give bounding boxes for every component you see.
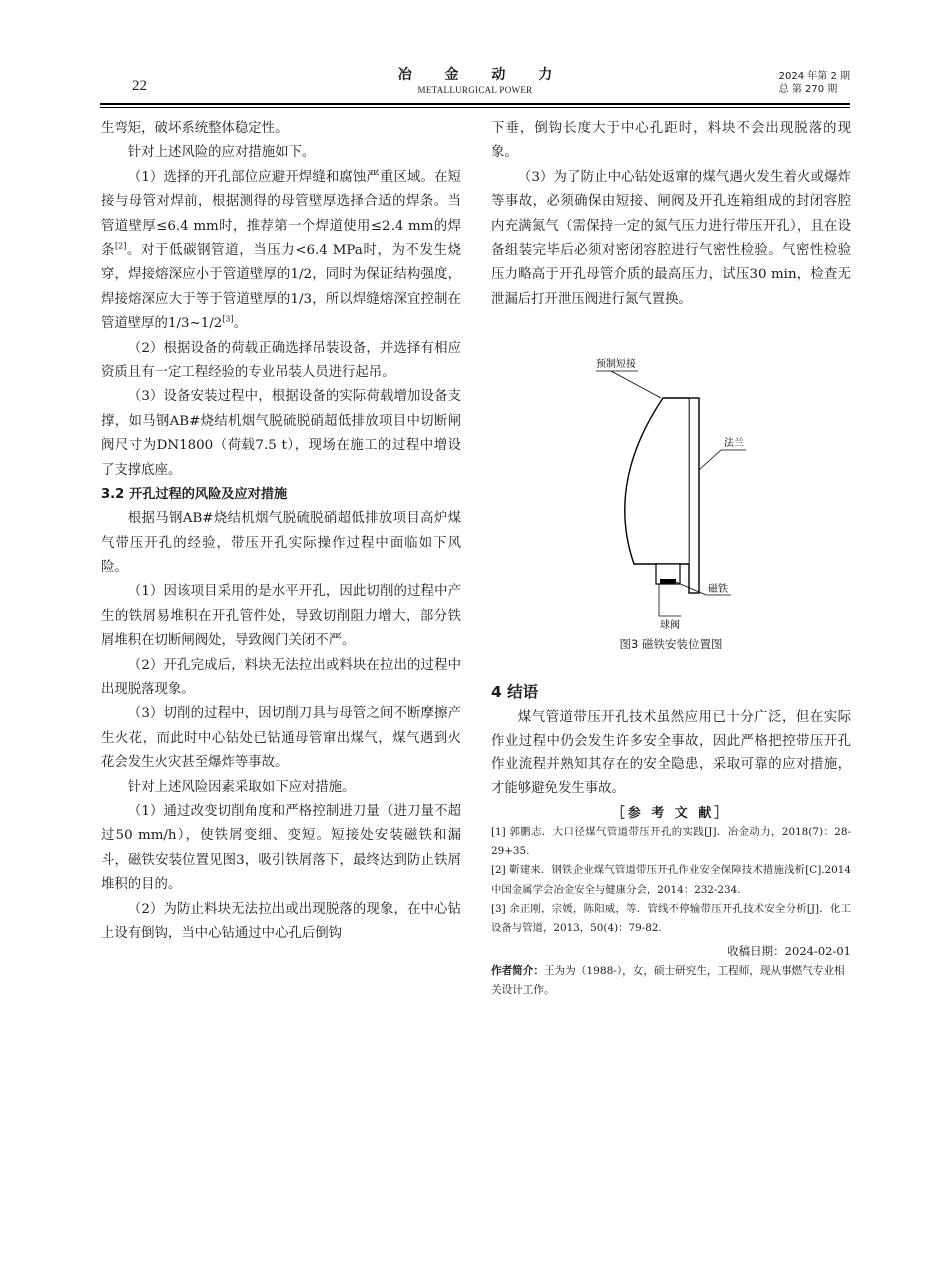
reference-item: [3] 余正刚，宗媛，陈阳威，等．管线不停输带压开孔技术安全分析[J]．化工设备与管道，2013，50(4)：79-82.	[491, 902, 851, 935]
label-magnet: 磁铁	[708, 584, 728, 595]
section-4	[491, 680, 851, 702]
header-rule-thin	[100, 107, 850, 108]
issue-total: 总 第 270 期	[778, 84, 838, 95]
paragraph: 煤气管道带压开孔技术虽然应用已十分广泛，但在实际作业过程中仍会发生许多安全事故，因此严格把控带压开孔作业流程并熟知其存在的安全隐患，采取可靠的应对措施，才能够避免发生事故。	[491, 710, 851, 796]
paragraph: （2）开孔完成后，料块无法拉出或料块在拉出的过程中出现脱落现象。	[101, 657, 461, 697]
paragraph: （1）因该项目采用的是水平开孔，因此切削的过程中产生的铁屑易堆积在开孔管件处，导致切削阻力增大，部分铁屑堆积在切断闸阀处，导致阀门关闭不严。	[101, 584, 461, 649]
figure-3	[556, 350, 776, 635]
paragraph: 根据马钢AB#烧结机烟气脱硫脱硝超低排放项目高炉煤气带压开孔的经验，带压开孔实际操作过程中面临如下风险。	[101, 511, 461, 575]
magnet	[660, 579, 676, 584]
citation: [3]	[222, 314, 234, 324]
header-rule	[100, 103, 850, 105]
right-column	[491, 117, 851, 312]
paragraph: 下垂，倒钩长度大于中心孔距时，料块不会出现脱落的现象。	[491, 121, 851, 161]
references	[491, 800, 851, 1001]
paragraph: （2）为防止料块无法拉出或出现脱落的现象，在中心钻上设有倒钩，当中心钻通过中心孔后倒钩	[101, 901, 461, 941]
label-short-pipe: 预制短接	[596, 359, 636, 370]
short-pipe-body	[625, 398, 689, 564]
journal-title-cn: 冶 金 动 力	[397, 67, 567, 83]
references-title: ［参 考 文 献］	[611, 806, 731, 821]
section-heading: 4 结语	[491, 683, 539, 701]
paragraph: （3）切削的过程中，因切削刀具与母管之间不断摩擦产生火花，而此时中心钻处已钻通母管窜出煤气，煤气遇到火花会发生火灾甚至爆炸等事故。	[101, 706, 461, 771]
label-ball-valve: 球阀	[660, 620, 680, 631]
issue-info	[779, 70, 850, 96]
paragraph: （2）根据设备的荷载正确选择吊装设备，并选择有相应资质且有一定工程经验的专业吊装人员进行起吊。	[101, 340, 461, 381]
author-bio	[491, 962, 851, 1000]
left-column	[101, 117, 461, 946]
citation: [2]	[115, 241, 127, 251]
reference-item: [1] 郭鹏志．大口径煤气管道带压开孔的实践[J]．冶金动力，2018(7)：28-29+35.	[491, 826, 851, 858]
flange-plate	[689, 398, 699, 593]
figure-caption: 图3 磁铁安装位置图	[619, 637, 723, 651]
journal-title-en: METALLURGICAL POWER	[417, 85, 533, 95]
paragraph-measure-1: （1）选择的开孔部位应避开焊缝和腐蚀严重区域。在短接与母管对焊前，根据测得的母管壁厚选择合适的焊条。当管道壁厚≤6.4 mm时，推荐第一个焊道使用≤2.4 mm的焊条[2]。对于低碳钢管道，当压力<6.4 MPa时，为不发生烧穿，焊接熔深应小于管道壁厚的1/2，同时为保证结构强度，焊接熔深应大于等于管道壁厚的1/3，所以焊缝熔深宜控制在管道壁厚的1/3~1/2[3]。	[101, 169, 462, 332]
conclusion	[491, 706, 851, 800]
page-header	[100, 64, 850, 102]
label-flange: 法兰	[724, 438, 744, 449]
paragraph: （1）通过改变切削角度和严格控制进刀量（进刀量不超过50 mm/h），使铁屑变细、变短。短接处安装磁铁和漏斗，磁铁安装位置见图3，吸引铁屑落下，最终达到防止铁屑堆积的目的。	[101, 803, 461, 893]
paragraph: （3）为了防止中心钻处返窜的煤气遇火发生着火或爆炸等事故，必须确保由短接、闸阀及开孔连箱组成的封闭容腔内充满氮气（需保持一定的氮气压力进行带压开孔），且在设备组装完毕后必须对密闭容腔进行气密性检验。气密性检验压力略高于开孔母管介质的最高压力，试压30 min，检查无泄漏后打开泄压阀进行氮气置换。	[491, 169, 851, 307]
paragraph: 针对上述风险因素采取如下应对措施。	[127, 779, 356, 795]
issue-year: 2024 年第 2 期	[778, 71, 850, 82]
author-bio-text: 王为为（1988-），女，硕士研究生，工程师，现从事燃气专业相关设计工作。	[491, 965, 845, 997]
paragraph: 针对上述风险的应对措施如下。	[127, 145, 316, 161]
reference-item: [2] 靳建来．钢铁企业煤气管道带压开孔作业安全保障技术措施浅析[C].2014中国金属学会冶金安全与健康分会，2014：232-234.	[491, 864, 851, 896]
section-heading: 3.2 开孔过程的风险及应对措施	[101, 487, 288, 503]
author-bio-label: 作者简介：	[491, 965, 544, 978]
page-number: 22	[132, 78, 147, 94]
journal-title	[100, 64, 850, 95]
paragraph: 生弯矩，破坏系统整体稳定性。	[101, 121, 289, 136]
magnet-position-diagram	[556, 350, 776, 635]
paragraph: （3）设备安装过程中，根据设备的实际荷载增加设备支撑，如马钢AB#烧结机烟气脱硫脱硝超低排放项目中切断闸阀尺寸为DN1800（荷载7.5 t），现场在施工的过程中增设了支撑底座。	[101, 389, 461, 478]
received-date: 收稿日期：2024-02-01	[727, 944, 851, 959]
